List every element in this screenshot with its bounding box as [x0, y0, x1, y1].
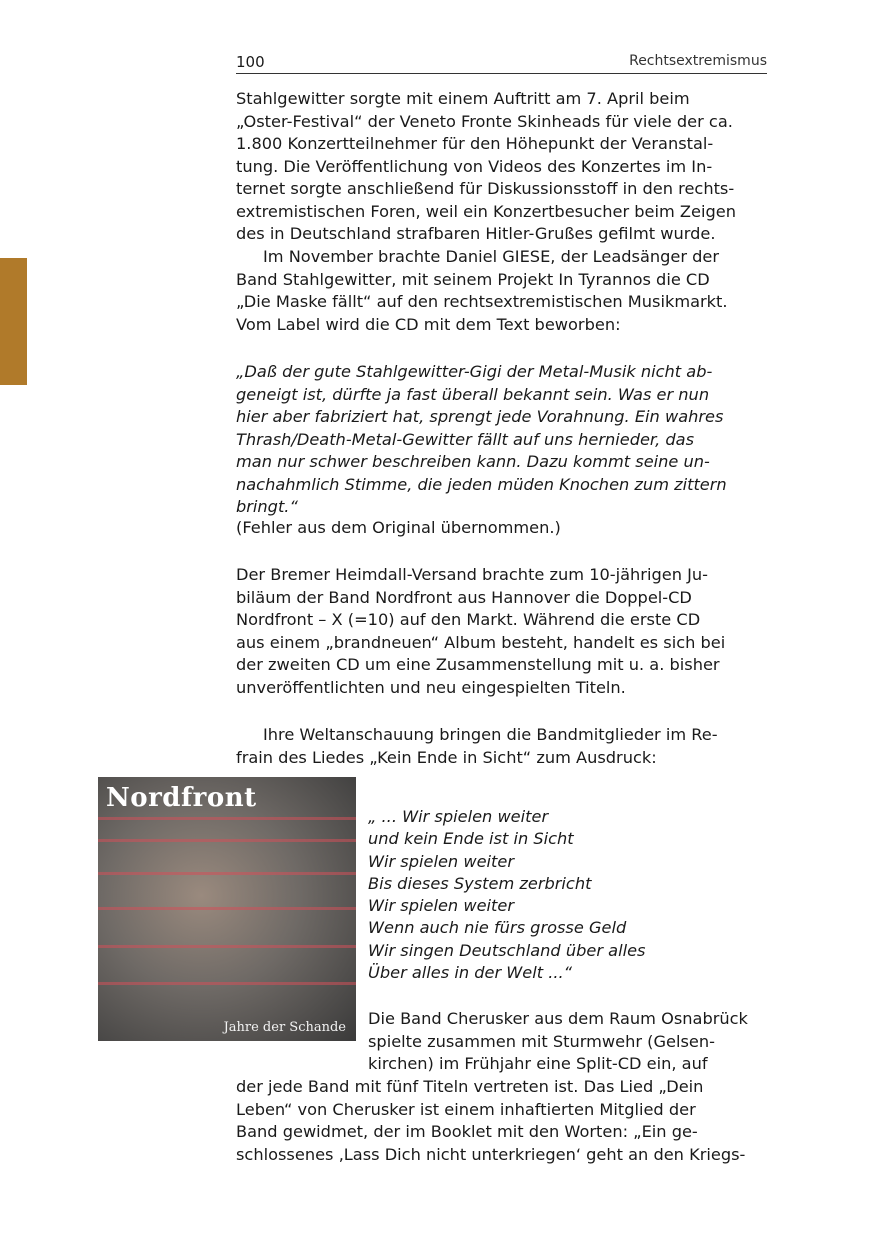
text-line: Band Stahlgewitter, mit seinem Projekt In Tyrannos die CD [236, 269, 710, 289]
text-line: 1.800 Konzertteilnehmer für den Höhepunkt der Veranstal- [236, 134, 714, 153]
text-line: des in Deutschland strafbaren Hitler-Grußes gefilmt wurde. [236, 224, 716, 243]
quote-line: hier aber fabriziert hat, sprengt jede Vorahnung. Ein wahres [236, 407, 724, 426]
paragraph-cherusker-wrapped [368, 1008, 768, 1076]
cover-band-name: Nordfront [106, 783, 257, 813]
cover-subtitle: Jahre der Schande [223, 1020, 346, 1035]
text-line: Die Band Cherusker aus dem Raum Osnabrück [368, 1009, 748, 1028]
text-line: unveröffentlichten und neu eingespielten Titeln. [236, 677, 626, 697]
text-line: schlossenes ‚Lass Dich nicht unterkriegen‘ geht an den Kriegs- [236, 1144, 746, 1164]
text-line: der zweiten CD um eine Zusammenstellung mit u. a. bisher [236, 655, 720, 674]
album-cover-image [98, 777, 356, 1041]
note-line: (Fehler aus dem Original übernommen.) [236, 518, 561, 537]
text-line: Stahlgewitter sorgte mit einem Auftritt am 7. April beim [236, 89, 690, 108]
quote-line: man nur schwer beschreiben kann. Dazu kommt seine un- [236, 452, 710, 471]
lyric-line: Wir spielen weiter [368, 851, 514, 871]
paragraph-nordfront [236, 564, 767, 699]
text-line: der jede Band mit fünf Titeln vertreten ist. Das Lied „Dein [236, 1077, 704, 1096]
chapter-tab-marker [0, 258, 27, 385]
quote-line: Thrash/Death-Metal-Gewitter fällt auf uns hernieder, das [236, 429, 695, 449]
text-line: Vom Label wird die CD mit dem Text beworben: [236, 314, 621, 334]
scan-stripe [98, 817, 356, 820]
page-number: 100 [236, 53, 265, 71]
running-title: Rechtsextremismus [629, 53, 767, 69]
paragraph-cherusker-full [236, 1076, 767, 1166]
lyric-line: Wenn auch nie fürs grosse Geld [368, 918, 627, 938]
text-line: Band gewidmet, der im Booklet mit den Worten: „Ein ge- [236, 1122, 698, 1141]
scan-stripe [98, 907, 356, 910]
text-line: kirchen) im Frühjahr eine Split-CD ein, auf [368, 1054, 708, 1073]
quote-line: bringt.“ [236, 497, 298, 516]
text-line: aus einem „brandneuen“ Album besteht, handelt es sich bei [236, 632, 726, 652]
running-header [236, 51, 767, 74]
song-lyrics [368, 806, 768, 984]
text-line: Der Bremer Heimdall-Versand brachte zum 10-jährigen Ju- [236, 565, 708, 584]
paragraph-refrain [236, 724, 767, 769]
quote-line: „Daß der gute Stahlgewitter-Gigi der Metal-Musik nicht ab- [236, 362, 713, 381]
text-line: Im November brachte Daniel GIESE, der Leadsänger der [263, 247, 720, 266]
text-line: Leben“ von Cherusker ist einem inhaftierten Mitglied der [236, 1099, 696, 1119]
editorial-note [236, 517, 767, 540]
label-quote [236, 361, 767, 519]
lyric-line: Wir singen Deutschland über alles [368, 940, 646, 960]
scan-stripe [98, 839, 356, 842]
text-line: „Oster-Festival“ der Veneto Fronte Skinheads für viele der ca. [236, 111, 733, 131]
lyric-line: „ ... Wir spielen weiter [368, 807, 549, 826]
paragraph-concert [236, 88, 767, 246]
quote-line: nachahmlich Stimme, die jeden müden Knochen zum zittern [236, 474, 727, 494]
quote-line: geneigt ist, dürfte ja fast überall bekannt sein. Was er nun [236, 384, 710, 404]
scan-stripe [98, 945, 356, 948]
text-line: „Die Maske fällt“ auf den rechtsextremistischen Musikmarkt. [236, 292, 728, 311]
text-line: ternet sorgte anschließend für Diskussionsstoff in den rechts- [236, 179, 735, 198]
scan-stripe [98, 982, 356, 985]
scan-stripe [98, 872, 356, 875]
text-line: Nordfront – X (=10) auf den Markt. Während die erste CD [236, 610, 701, 629]
lyric-line: Über alles in der Welt ...“ [368, 963, 573, 983]
text-line: extremistischen Foren, weil ein Konzertbesucher beim Zeigen [236, 201, 736, 221]
text-line: spielte zusammen mit Sturmwehr (Gelsen- [368, 1031, 715, 1051]
text-line: Ihre Weltanschauung bringen die Bandmitglieder im Re- [263, 725, 718, 744]
lyric-line: und kein Ende ist in Sicht [368, 829, 574, 849]
text-line: frain des Liedes „Kein Ende in Sicht“ zum Ausdruck: [236, 747, 657, 767]
lyric-line: Bis dieses System zerbricht [368, 873, 592, 893]
text-line: tung. Die Veröffentlichung von Videos des Konzertes im In- [236, 156, 713, 176]
text-line: biläum der Band Nordfront aus Hannover die Doppel-CD [236, 587, 692, 607]
paragraph-giese [236, 246, 767, 336]
lyric-line: Wir spielen weiter [368, 896, 514, 916]
